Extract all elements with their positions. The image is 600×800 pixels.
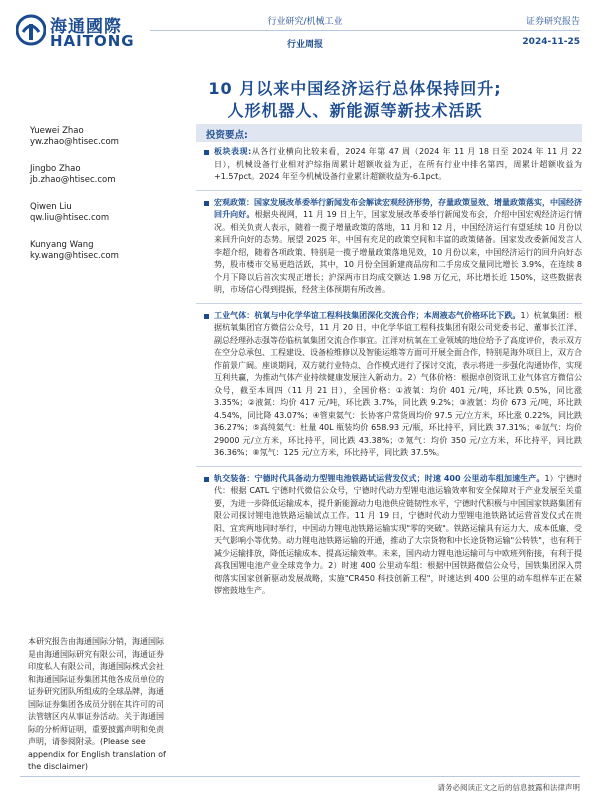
logo-text-cn: 海通國際	[50, 17, 122, 37]
report-label: 证券研究报告	[525, 17, 580, 27]
author-entry	[30, 126, 170, 148]
section-divider	[196, 303, 582, 304]
bullet-text: 根据央视网，11 月 19 日上午，国家发展改革委举行新闻发布会，介绍中国宏观经济运行情况。相关负责人表示，随着一揽子增量政策的落地，11 月和 12 月，中国经济运行有望延续 10 月份以来回升向好的态势。展望 2025 年，中国有充足的政策空间和丰富的政策储备。国家发改委新闻发言人李超介绍，随着各项政策、特别是一揽子增量政策落地见效，10 月份以来，中国经济运行的回升向好态势，股市楼市交易更趋活跃，其中，10 月份全国新建商品房和二手房成交量同比增长 3.9%，在连续 8 个月下降以后首次实现正增长；沪深两市日均成交额达 1.98 万亿元，环比增长近 150%，这些数据表明，市场信心得到提振，经营主体预期有所改善。	[214, 210, 583, 294]
logo-text-en: HAITONG	[50, 32, 135, 50]
bullet-lead: 工业气体：杭氧与中化学华谊工程科技集团深化交流合作；本周液态气价格环比下跌。	[214, 310, 521, 320]
square-bullet-icon	[204, 201, 209, 206]
bullet-lead: 轨交装备：宁德时代具备动力型锂电池铁路试运营发仪式；时速 400 公里动车组加速生产。	[214, 473, 545, 483]
footer-divider	[20, 776, 580, 777]
report-header	[0, 0, 600, 60]
report-type: 行业周报	[286, 40, 323, 50]
bullet-sector-performance	[196, 146, 582, 184]
summary-label: 投资要点:	[206, 130, 248, 141]
bullet-text: 1）杭氧集团：根据杭氧集团官方微信公众号，11 月 20 日，中化学华谊工程科技集团有限公司党委书记、董事长江洋、副总经理孙志强等莅临杭氧集团交流合作事宜。江洋对杭氧在工业领域的地位给予了高度评价，表示双方在空分总承包、工程建设、设备检维修以及智能运维等方面可开展全面合作，特别是海外项目上，双方合作前景广阔。座谈期间，双方就行业特点、合作模式进行了探讨交流，表示将进一步强化沟通协作，实现互利共赢，为推动气体产业持续健康发展注入新动力。2）气体价格：根据卓创资讯工业气体官方微信公众号，截至本周四（11 月 21 日），全国价格：①液氧：均价 401 元/吨，环比跌 0.5%，同比涨 3.35%；②液氮：均价 417 元/吨，环比跌 3.7%，同比跌 9.2%；③液氩：均价 673 元/吨，环比跌 4.54%，同比降 43.07%；④管束氦气：长协客户常货周均价 97.5 元/立方米，环比涨 0.22%，同比跌 36.27%；⑤高纯氦气：杜量 40L 瓶装均价 658.93 元/瓶，环比持平，同比跌 37.31%；⑥氙气：均价 29000 元/立方米，环比持平，同比跌 43.38%；⑦氪气：均价 350 元/立方米，环比持平，同比跌 36.36%；⑧氖气：125 元/立方米，环比持平，同比跌 37.5%。	[214, 310, 582, 457]
author-name: Jingbo Zhao	[30, 164, 81, 174]
bullet-macro-policy	[196, 197, 582, 297]
haitong-logo	[16, 12, 136, 50]
report-title-line1: 10 月以来中国经济运行总体保持回升;	[208, 79, 502, 98]
report-title-line2: 人形机器人、新能源等新技术活跃	[227, 101, 483, 120]
author-entry	[30, 164, 170, 186]
author-list	[30, 126, 170, 278]
author-email[interactable]: jb.zhao@htisec.com	[30, 175, 116, 185]
investment-summary-heading	[196, 124, 582, 142]
author-email[interactable]: qw.liu@htisec.com	[30, 213, 110, 223]
author-name: Qiwen Liu	[30, 202, 72, 212]
bullet-industrial-gas	[196, 310, 582, 460]
report-date: 2024-11-25	[522, 37, 580, 47]
industry-category: 行业研究/机械工业	[267, 17, 343, 27]
disclaimer-text: 本研究报告由海通国际分销，海通国际是由海通国际研究有限公司，海通证券印度私人有限公司，海通国际株式会社和海通国际证券集团其他各成员单位的证券研究团队所组成的全球品牌，海通国际证券集团各成员分别在其许可的司法管辖区内从事证券活动。关于海通国际的分析师证明，重要披露声明和免责声明，请参阅附录。(Please see appendix for English translation of the disclaimer)	[28, 637, 166, 771]
author-entry	[30, 202, 170, 224]
section-divider	[196, 190, 582, 191]
bullet-lead: 板块表现:	[214, 147, 252, 156]
bullet-lead: 宏观政策：国家发展改革委举行新闻发布会解读宏观经济形势，存量政策显效、增量政策落实，中国经济回升向好。	[214, 197, 582, 219]
haitong-logo-icon	[16, 14, 46, 46]
square-bullet-icon	[204, 314, 209, 319]
bullet-rail-equipment	[196, 473, 582, 598]
footer-notice: 请务必阅读正文之后的信息披露和法律声明	[437, 783, 580, 792]
summary-content	[196, 146, 582, 598]
square-bullet-icon	[204, 477, 209, 482]
author-entry	[30, 240, 170, 262]
section-divider	[196, 466, 582, 467]
author-email[interactable]: yw.zhao@htisec.com	[30, 137, 119, 147]
square-bullet-icon	[204, 150, 209, 155]
author-name: Kunyang Wang	[30, 240, 94, 250]
header-category-block	[250, 14, 360, 50]
bullet-text: 从各行业横向比较来看，2024 年第 47 周（2024 年 11 月 18 日至 2024 年 11 月 22 日），机械设备行业相对沪综指周累计超额收益为正，在所有行业中排名第四，周累计超额收益为+1.57pct。2024 年至今机械设备行业累计超额收益为-6.1pct。	[214, 147, 582, 181]
author-email[interactable]: ky.wang@htisec.com	[30, 251, 119, 261]
bullet-text: 1）宁德时代：根据 CATL 宁德时代微信公众号，宁德时代动力型锂电池运输效率和安全保障对于产业发展至关重要，为进一步降低运输成本，提升新能源动力电池供应链韧性水平，宁德时代积极与中国国家铁路集团有限公司探讨锂电池铁路运输试点工作。11 月 19 日，宁德时代动力型锂电池铁路试运营首发仪式在贵阳、宜宾两地同时举行，中国动力锂电池铁路运输实现"零的突破"。铁路运输具有运力大、成本低廉、受天气影响小等优势。动力锂电池铁路运输的开通，推动了大宗货物和中长途货物运输"公转铁"，也有利于减少运输排放，降低运输成本、提高运输效率。未来，国内动力锂电池运输可与中欧班列衔接，有利于提高我国锂电池产业全球竞争力。2）时速 400 公里动车组：根据中国铁路微信公众号，国铁集团深入贯彻落实国家创新驱动发展战略，实施"CR450 科技创新工程"，时速达到 400 公里的动车组样车正在紧锣密鼓地生产。	[214, 473, 582, 595]
header-meta-block	[470, 14, 580, 47]
author-name: Yuewei Zhao	[30, 126, 84, 136]
